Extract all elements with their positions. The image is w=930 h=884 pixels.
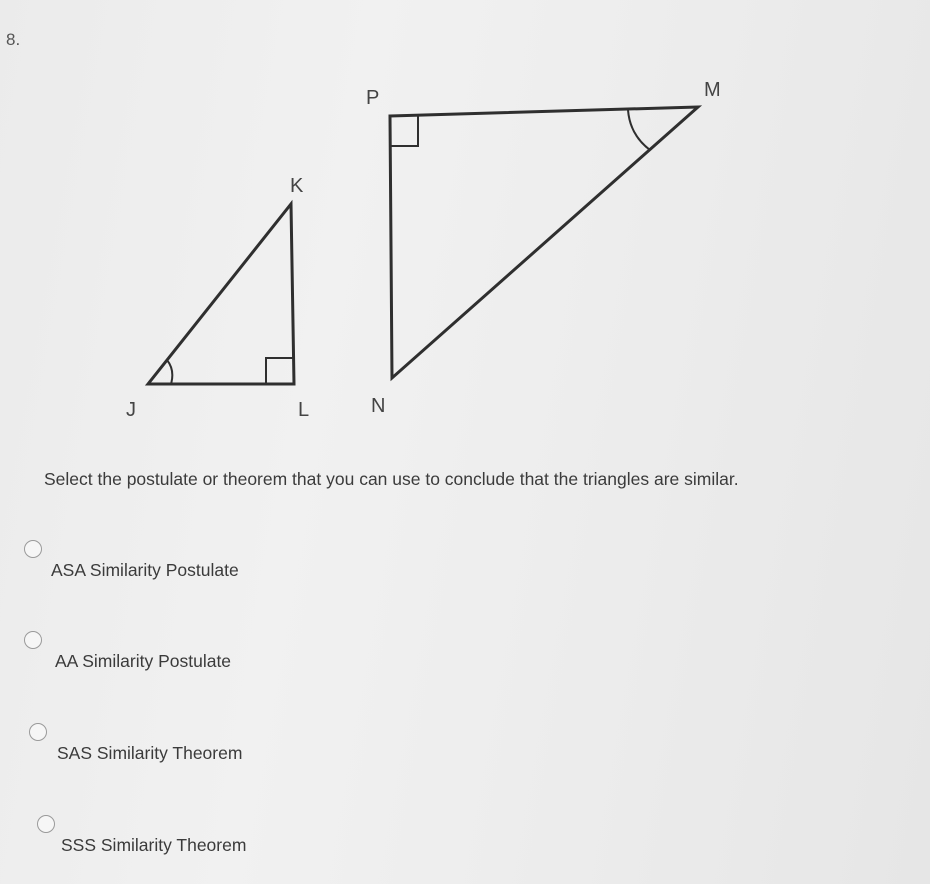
option-label: SSS Similarity Theorem <box>61 835 247 855</box>
question-prompt: Select the postulate or theorem that you can use to conclude that the triangles are similar. <box>44 469 739 489</box>
vertex-label-p: P <box>366 87 380 109</box>
triangle-jkl <box>126 175 309 421</box>
vertex-label-n: N <box>371 395 386 417</box>
vertex-label-m: M <box>704 79 721 101</box>
option-sss-similarity-theorem[interactable] <box>24 815 344 875</box>
option-aa-similarity-postulate[interactable] <box>24 631 344 691</box>
vertex-label-j: J <box>126 399 136 421</box>
vertex-label-l: L <box>298 399 310 421</box>
triangle-pmn <box>366 79 721 417</box>
question-number: 8. <box>6 30 21 49</box>
right-angle-marker-p <box>390 115 418 146</box>
radio-button[interactable] <box>37 815 55 833</box>
option-asa-similarity-postulate[interactable] <box>24 540 344 600</box>
triangles-diagram <box>0 0 930 440</box>
vertex-label-k: K <box>290 175 304 197</box>
radio-button[interactable] <box>24 631 42 649</box>
right-angle-marker-l <box>266 358 294 384</box>
triangle-pmn-outline <box>390 107 698 378</box>
angle-arc-m <box>628 110 650 150</box>
angle-arc-j <box>167 360 172 384</box>
option-sas-similarity-theorem[interactable] <box>24 723 344 783</box>
option-label: SAS Similarity Theorem <box>57 743 243 763</box>
option-label: AA Similarity Postulate <box>55 651 232 671</box>
radio-button[interactable] <box>29 723 47 741</box>
radio-button[interactable] <box>24 540 42 558</box>
option-label: ASA Similarity Postulate <box>51 560 239 580</box>
